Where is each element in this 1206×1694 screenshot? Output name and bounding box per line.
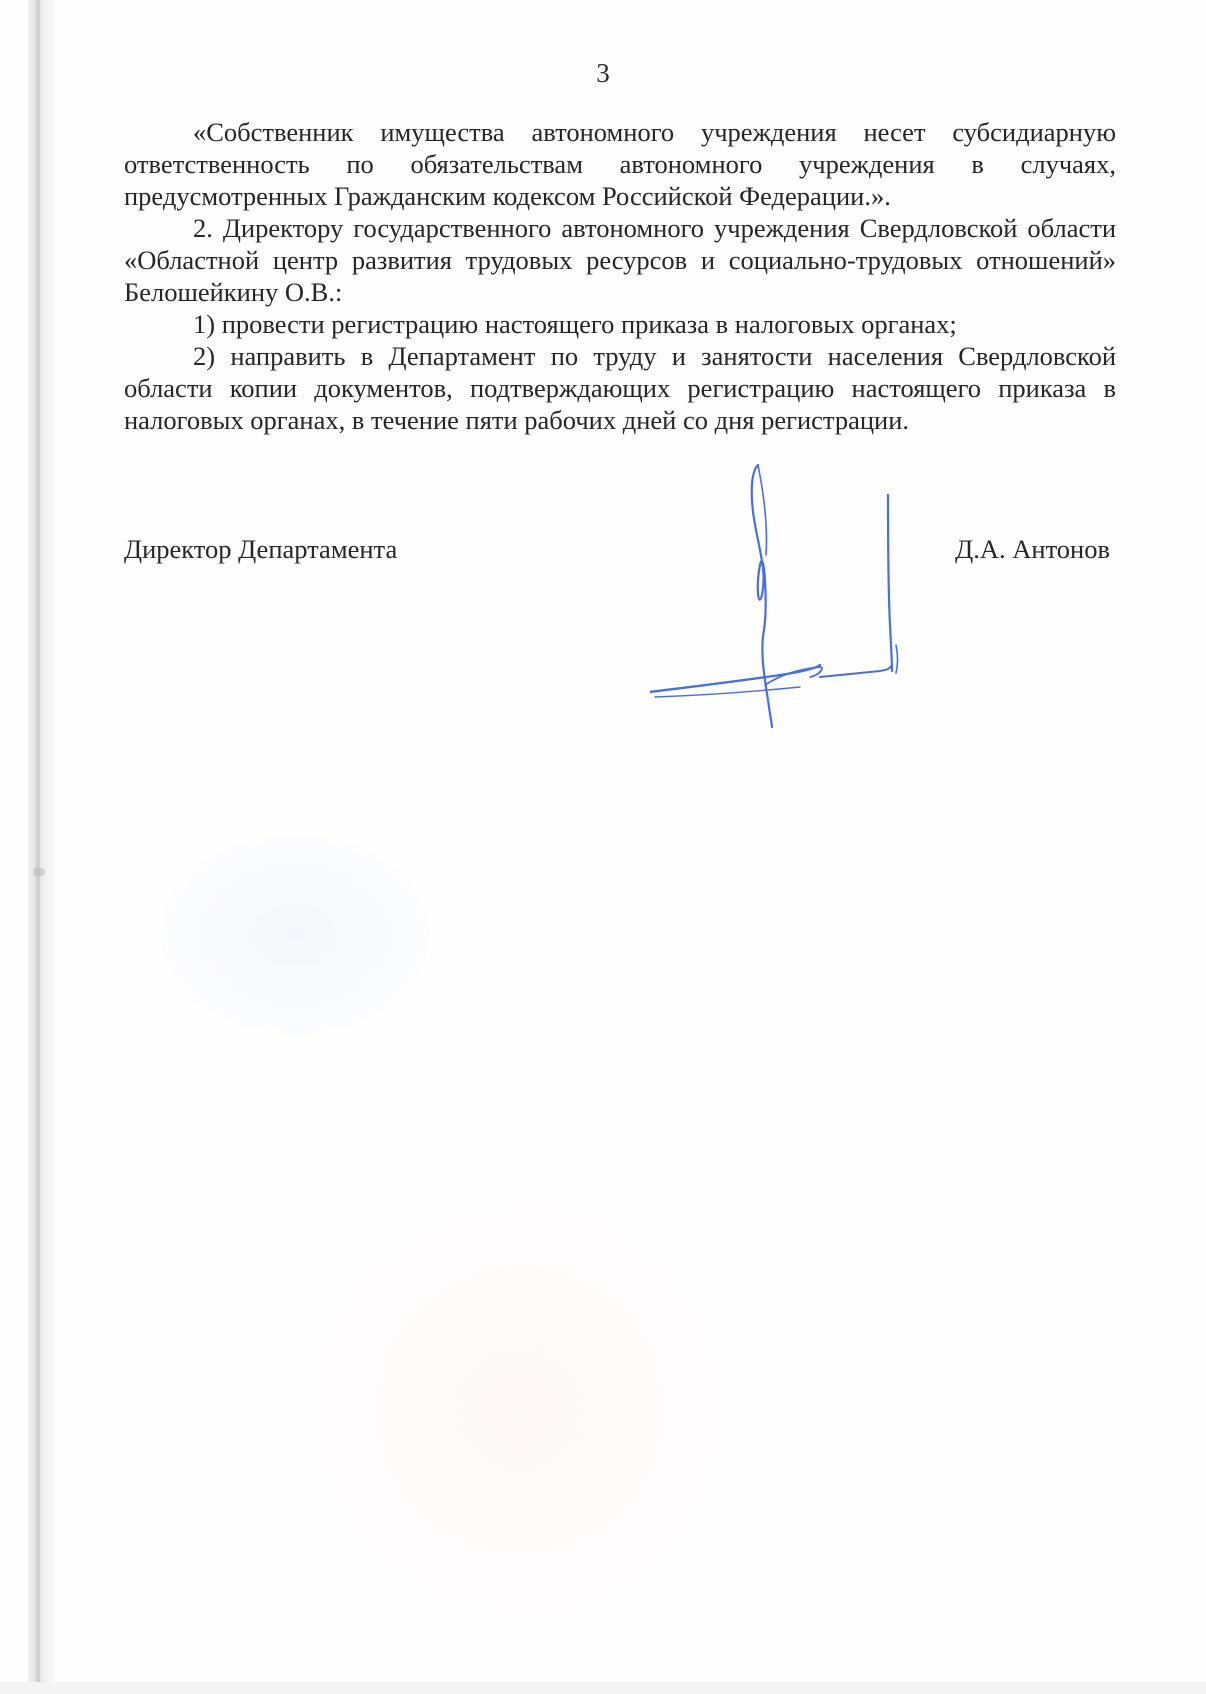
page-number: 3 [596,58,610,88]
scan-binding-notch [33,868,45,876]
paragraph-liability-clause: «Собственник имущества автономного учреждения несет субсидиарную ответственность по обязательствам автономного учреждения в случаях, предусмотренных Гражданским кодексом Российской Федерации.». [124,117,1116,211]
faint-stamp-bleedthrough [160,835,430,1035]
paragraph-item-1: 1) провести регистрацию настоящего приказа в налоговых органах; [193,309,957,339]
paragraph-director-instruction: 2. Директору государственного автономного учреждения Свердловской области «Областной центр развития трудовых ресурсов и социально-трудовых отношений» Белошейкину О.В.: [124,213,1116,307]
scan-bottom-edge [0,1682,1206,1694]
document-body [124,116,1116,436]
scan-binding-shadow [36,0,40,1694]
scan-binding-edge [28,0,54,1694]
signatory-position: Директор Департамента [124,534,398,564]
paragraph-item-2: 2) направить в Департамент по труду и занятости населения Свердловской области копии документов, подтверждающих регистрацию настоящего приказа в налоговых органах, в течение пяти рабочих дней со дня регистрации. [124,341,1116,435]
faint-reverse-side-bleedthrough [260,1150,780,1670]
signatory-name: Д.А. Антонов [955,534,1110,564]
handwritten-signature [650,455,940,735]
